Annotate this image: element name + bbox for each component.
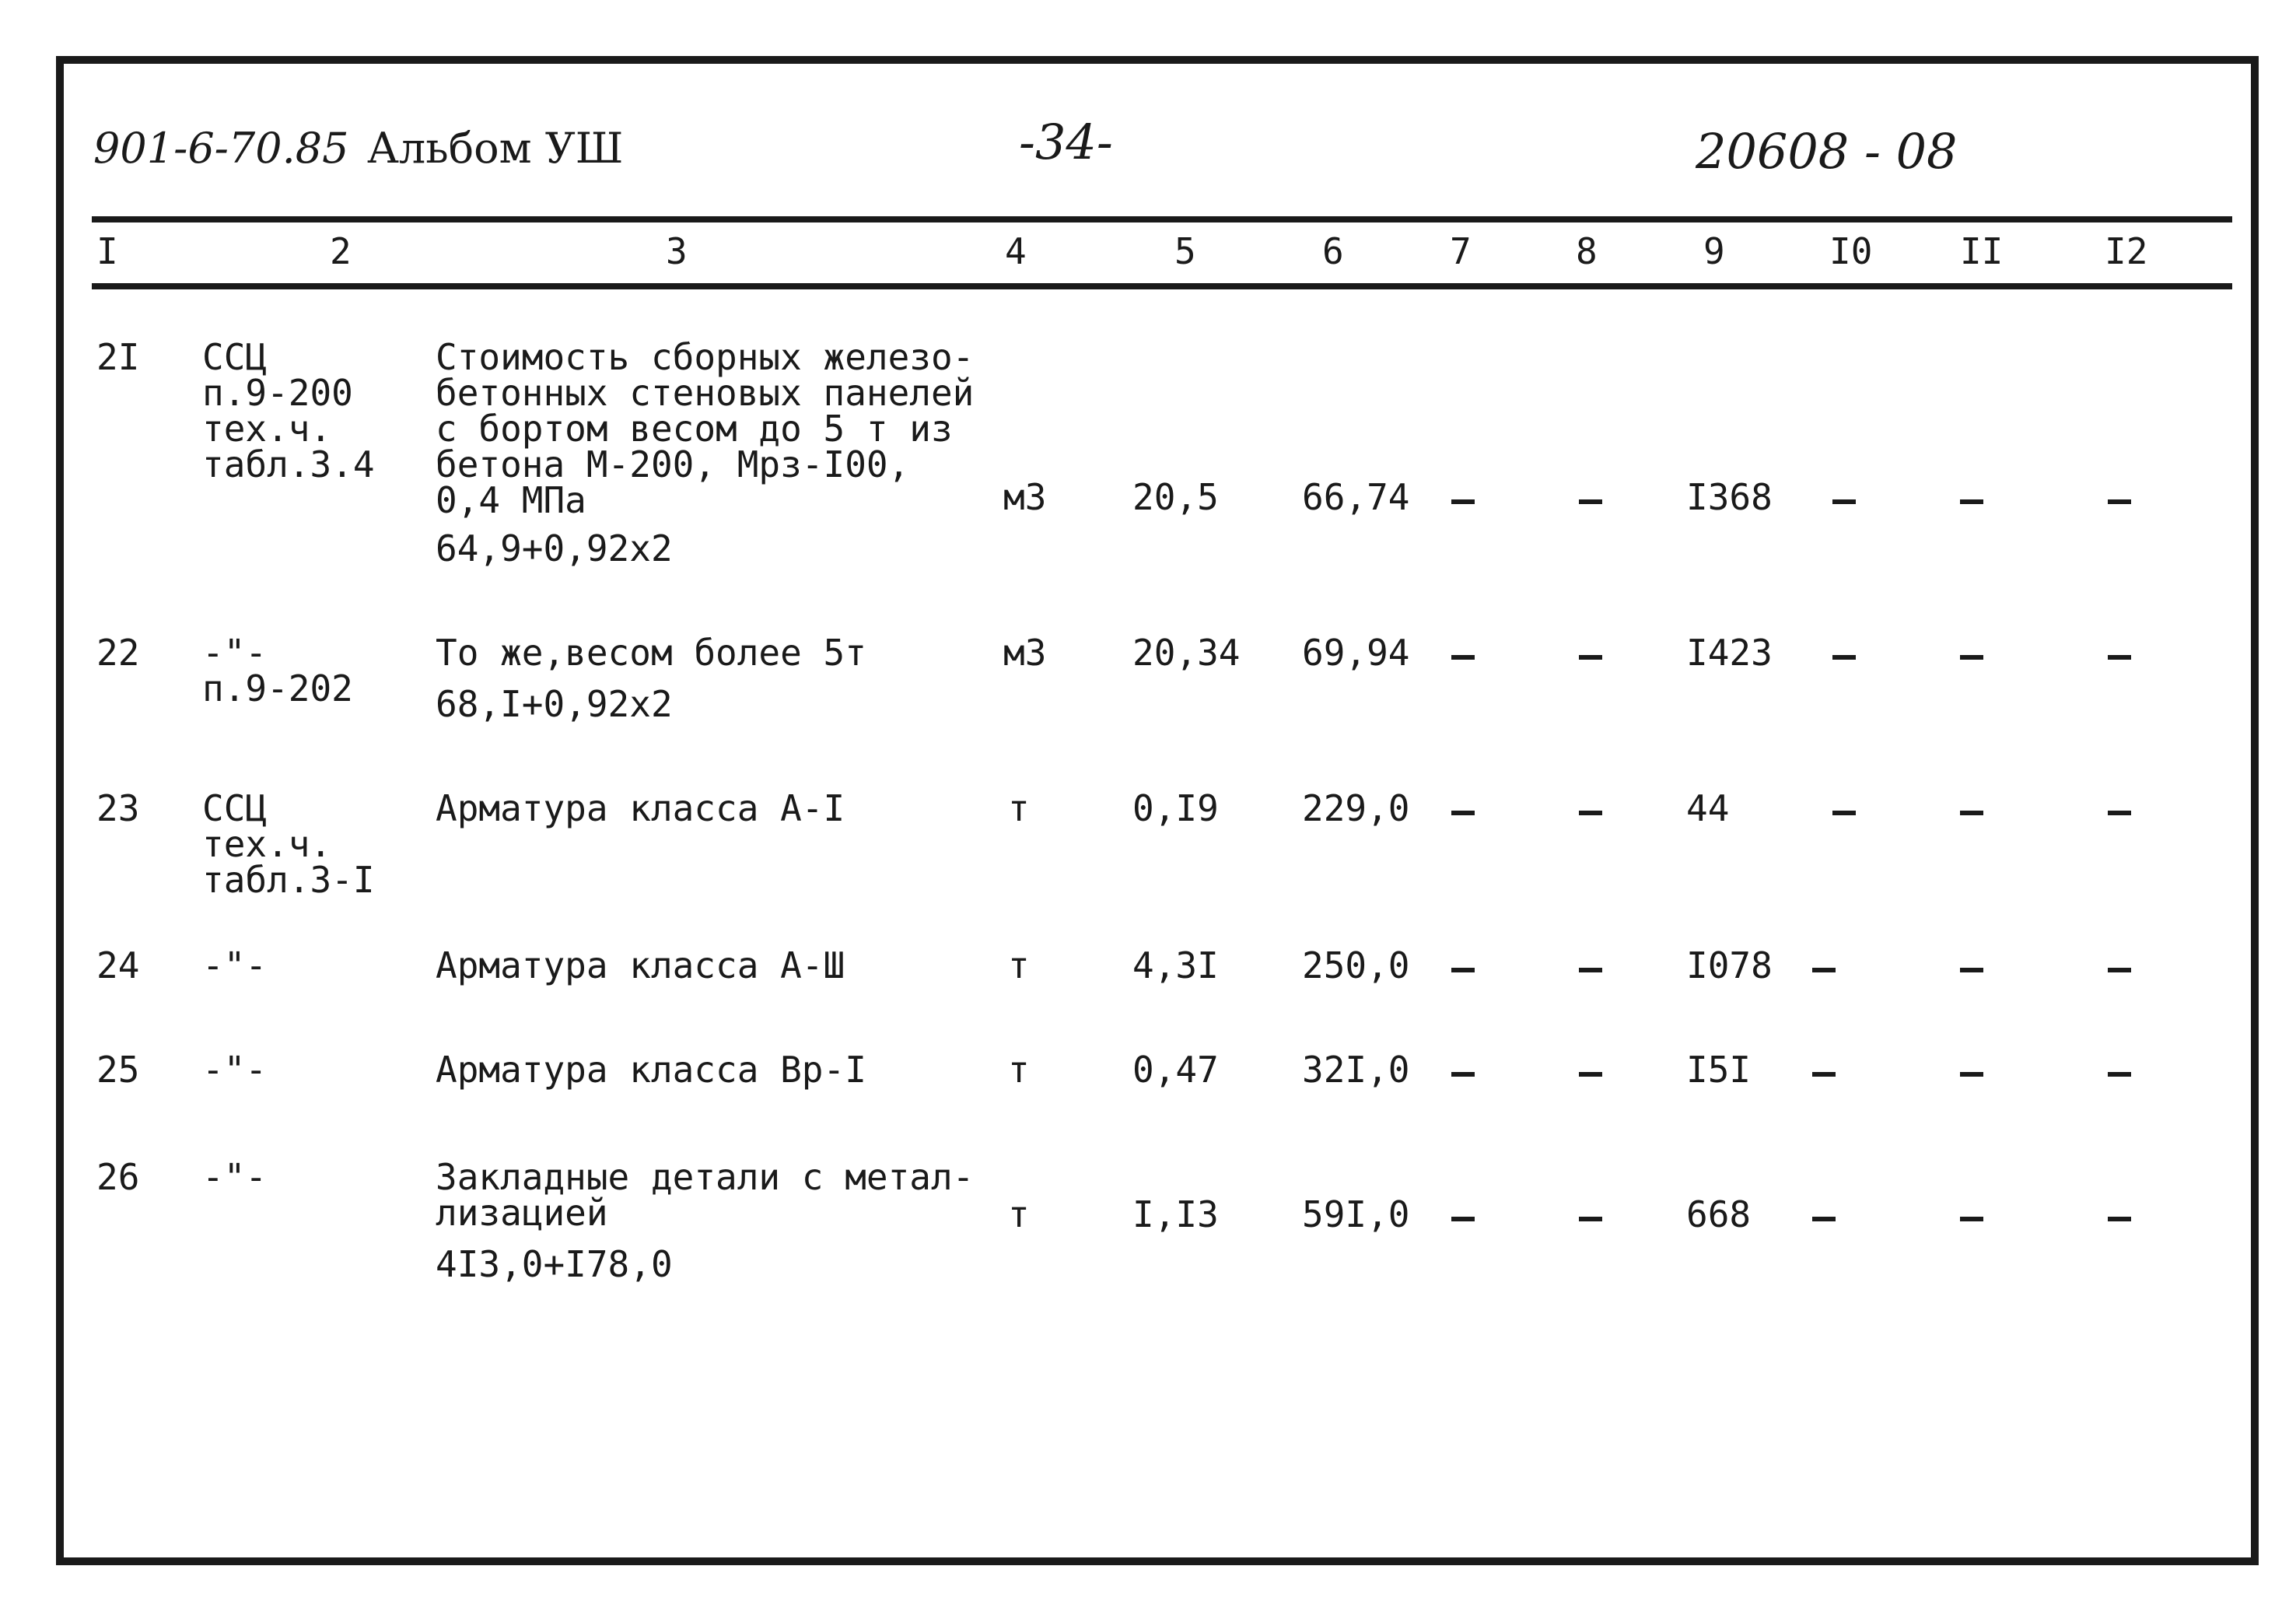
row-reference: -"- — [202, 1156, 268, 1198]
row-total: I5I — [1686, 1049, 1752, 1091]
row-total: 668 — [1686, 1193, 1752, 1235]
row-col7-dash — [1451, 655, 1475, 660]
row-col10-dash — [1812, 1217, 1836, 1221]
row-number: 26 — [96, 1156, 140, 1198]
row-description: Стоимость сборных железо- бетонных стеновых панелей с бортом весом до 5 т из бетона М-200, Мрз-I00, 0,4 МПа — [436, 336, 975, 521]
document-code: 901-6-70.85 — [93, 124, 349, 173]
header-top-rule — [92, 216, 2232, 222]
row-formula: 68,I+0,92х2 — [436, 683, 673, 725]
row-total: I078 — [1686, 944, 1773, 986]
row-col7-dash — [1451, 811, 1475, 815]
album-label: Альбом УШ — [367, 124, 624, 173]
row-number: 2I — [96, 336, 140, 378]
row-reference: ССЦ п.9-200 тех.ч. табл.3.4 — [202, 336, 375, 485]
col-header-12: I2 — [2105, 230, 2148, 272]
row-col11-dash — [1960, 655, 1983, 660]
row-quantity: 0,47 — [1132, 1049, 1219, 1091]
row-reference: -"- п.9-202 — [202, 632, 353, 709]
col-header-8: 8 — [1576, 230, 1598, 272]
row-col8-dash — [1579, 1072, 1602, 1077]
col-header-10: I0 — [1829, 230, 1873, 272]
row-col8-dash — [1579, 811, 1602, 815]
row-col7-dash — [1451, 968, 1475, 972]
row-col12-dash — [2108, 1072, 2131, 1077]
row-description: Арматура класса А-Ш — [436, 944, 845, 986]
row-reference: -"- — [202, 944, 268, 986]
row-description: Закладные детали с метал- лизацией — [436, 1156, 975, 1234]
row-col11-dash — [1960, 1217, 1983, 1221]
row-col8-dash — [1579, 1217, 1602, 1221]
col-header-2: 2 — [330, 230, 352, 272]
row-col11-dash — [1960, 811, 1983, 815]
col-header-11: II — [1960, 230, 2004, 272]
row-col10-dash — [1832, 499, 1856, 504]
row-col11-dash — [1960, 499, 1983, 504]
row-reference: ССЦ тех.ч. табл.3-I — [202, 787, 375, 901]
row-col8-dash — [1579, 968, 1602, 972]
row-description: То же,весом более 5т — [436, 632, 866, 674]
row-price: 69,94 — [1302, 632, 1410, 674]
page-number: -34- — [1019, 114, 1113, 170]
row-formula: 64,9+0,92х2 — [436, 527, 673, 569]
row-total: 44 — [1686, 787, 1730, 829]
row-col7-dash — [1451, 1217, 1475, 1221]
row-col10-dash — [1812, 1072, 1836, 1077]
row-price: 229,0 — [1302, 787, 1410, 829]
row-col12-dash — [2108, 655, 2131, 660]
row-col7-dash — [1451, 1072, 1475, 1077]
doc-number: 20608 - 08 — [1696, 123, 1958, 180]
row-number: 23 — [96, 787, 140, 829]
col-header-1: I — [96, 230, 118, 272]
col-header-6: 6 — [1322, 230, 1344, 272]
row-unit: т — [1008, 1193, 1030, 1235]
row-unit: т — [1008, 787, 1030, 829]
col-header-5: 5 — [1174, 230, 1196, 272]
row-col12-dash — [2108, 968, 2131, 972]
row-unit: м3 — [1003, 632, 1047, 674]
row-total: I423 — [1686, 632, 1773, 674]
row-unit: т — [1008, 1049, 1030, 1091]
row-number: 24 — [96, 944, 140, 986]
col-header-9: 9 — [1703, 230, 1725, 272]
row-col7-dash — [1451, 499, 1475, 504]
row-description: Арматура класса А-I — [436, 787, 845, 829]
row-col8-dash — [1579, 655, 1602, 660]
row-col8-dash — [1579, 499, 1602, 504]
row-quantity: 20,5 — [1132, 476, 1219, 518]
row-price: 32I,0 — [1302, 1049, 1410, 1091]
row-col10-dash — [1812, 968, 1836, 972]
row-col10-dash — [1832, 655, 1856, 660]
row-number: 25 — [96, 1049, 140, 1091]
row-unit: м3 — [1003, 476, 1047, 518]
row-col11-dash — [1960, 968, 1983, 972]
row-col11-dash — [1960, 1072, 1983, 1077]
row-price: 250,0 — [1302, 944, 1410, 986]
row-number: 22 — [96, 632, 140, 674]
row-quantity: I,I3 — [1132, 1193, 1219, 1235]
row-col10-dash — [1832, 811, 1856, 815]
row-reference: -"- — [202, 1049, 268, 1091]
row-quantity: 4,3I — [1132, 944, 1219, 986]
col-header-7: 7 — [1450, 230, 1472, 272]
col-header-4: 4 — [1005, 230, 1027, 272]
row-quantity: 20,34 — [1132, 632, 1241, 674]
row-unit: т — [1008, 944, 1030, 986]
row-quantity: 0,I9 — [1132, 787, 1219, 829]
col-header-3: 3 — [666, 230, 688, 272]
row-price: 66,74 — [1302, 476, 1410, 518]
row-price: 59I,0 — [1302, 1193, 1410, 1235]
row-col12-dash — [2108, 499, 2131, 504]
header-bottom-rule — [92, 283, 2232, 289]
row-total: I368 — [1686, 476, 1773, 518]
row-formula: 4I3,0+I78,0 — [436, 1243, 673, 1285]
row-description: Арматура класса Вр-I — [436, 1049, 866, 1091]
row-col12-dash — [2108, 811, 2131, 815]
row-col12-dash — [2108, 1217, 2131, 1221]
